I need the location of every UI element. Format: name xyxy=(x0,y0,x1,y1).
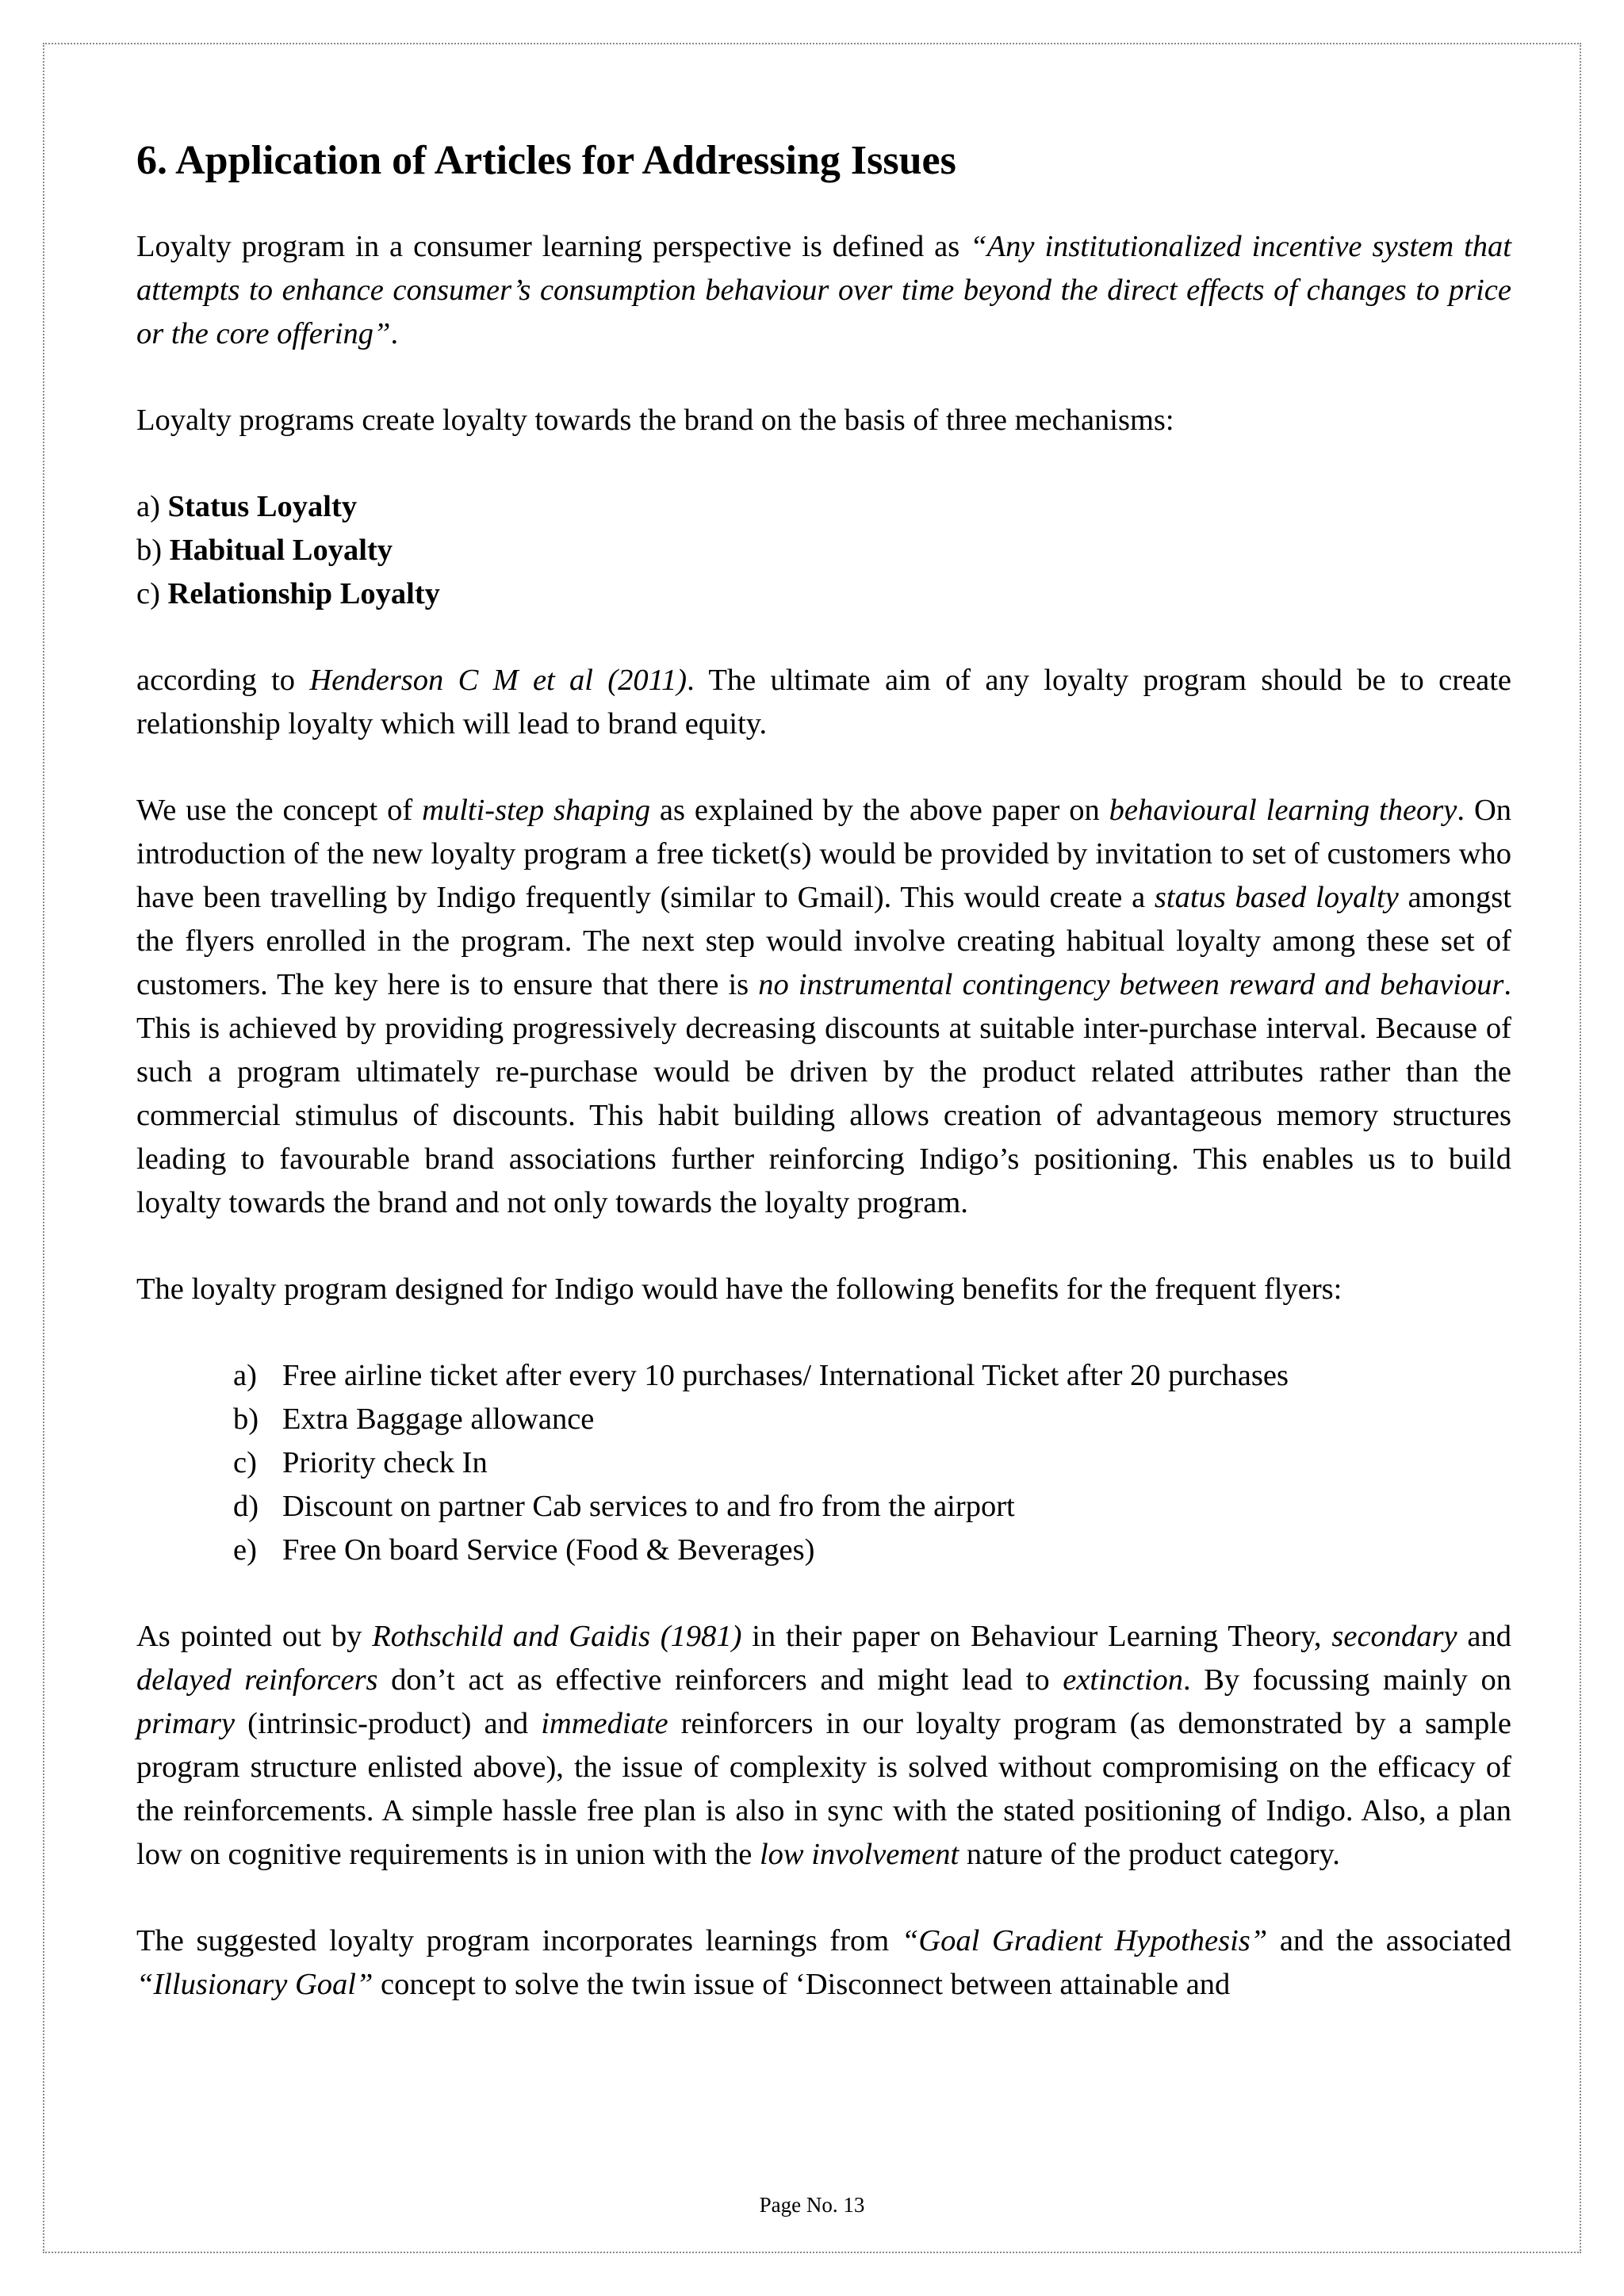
mechanism-label: Habitual Loyalty xyxy=(169,534,393,567)
emphasis: extinction xyxy=(1063,1663,1184,1697)
text-run: reinforcers in our loyalty program (as demonstrated by a sample program structure enlisted above), the issue of complexity is solved without compromising on the efficacy of the reinforcements. A simple hassle free plan is also in sync with the stated positioning of Indigo. Also, a plan low on cognitive requirements is in union with the xyxy=(136,1707,1511,1871)
list-item xyxy=(233,1485,1511,1529)
emphasis: “Goal Gradient Hypothesis” xyxy=(901,1924,1268,1957)
emphasis: multi-step shaping xyxy=(422,794,650,827)
list-marker: b) xyxy=(136,534,170,567)
benefits-intro: The loyalty program designed for Indigo would have the following benefits for the frequent flyers: xyxy=(136,1272,1342,1306)
list-marker: a) xyxy=(233,1359,257,1392)
emphasis: immediate xyxy=(541,1707,668,1740)
list-item xyxy=(233,1529,1511,1572)
goal-gradient-paragraph xyxy=(136,1919,1511,2007)
definition-quote: “Any institutionalized incentive system that attempts to enhance consumer’s consumption behaviour over time beyond the direct effects of changes to price or the core offering” xyxy=(136,230,1511,350)
text-run: and xyxy=(1457,1620,1512,1653)
text-run: amongst the flyers enrolled in the program. The next step would involve creating habitual loyalty among these set of customers. The key here is to ensure that there is xyxy=(136,881,1511,1001)
emphasis: behavioural learning theory xyxy=(1109,794,1457,827)
benefit-text: Priority check In xyxy=(282,1446,488,1479)
benefit-text: Discount on partner Cab services to and fro from the airport xyxy=(282,1490,1015,1523)
list-item xyxy=(233,1354,1511,1398)
text-run: nature of the product category. xyxy=(959,1838,1340,1871)
section-heading: 6. Application of Articles for Addressing Issues xyxy=(136,138,956,183)
list-marker: e) xyxy=(233,1533,257,1567)
text-run: don’t act as effective reinforcers and might lead to xyxy=(377,1663,1063,1697)
emphasis: delayed reinforcers xyxy=(136,1663,378,1697)
list-item xyxy=(233,1398,1511,1441)
list-marker: c) xyxy=(233,1446,257,1479)
mechanism-label: Relationship Loyalty xyxy=(167,577,440,610)
text-run: . By focussing mainly on xyxy=(1183,1663,1511,1697)
text-run: . On introduction of the new loyalty program a free ticket(s) would be provided by invitation to set of customers who have been travelling by Indigo frequently (similar to Gmail). This would create a xyxy=(136,794,1512,914)
henderson-paragraph xyxy=(136,659,1511,746)
mechanism-list xyxy=(136,485,1511,616)
benefit-text: Free airline ticket after every 10 purchases/ International Ticket after 20 purchases xyxy=(282,1359,1289,1392)
text-run: (intrinsic-product) and xyxy=(235,1707,542,1740)
text-run: The suggested loyalty program incorporates learnings from xyxy=(136,1924,902,1957)
definition-end: . xyxy=(390,317,399,350)
definition-paragraph xyxy=(136,225,1511,356)
definition-lead: Loyalty program in a consumer learning perspective is defined as xyxy=(136,230,971,263)
page-number: Page No. 13 xyxy=(759,2193,865,2217)
mechanism-label: Status Loyalty xyxy=(167,490,358,523)
text-run: according to xyxy=(136,664,310,697)
text-run: . The ultimate aim of any loyalty program should be to create relationship loyalty which will lead to brand equity. xyxy=(136,664,1511,740)
text-run: As pointed out by xyxy=(136,1620,373,1653)
list-marker: c) xyxy=(136,577,168,610)
benefits-list xyxy=(233,1354,1511,1572)
list-marker: a) xyxy=(136,490,168,523)
shaping-paragraph xyxy=(136,789,1511,1225)
list-item xyxy=(136,485,1511,529)
list-item xyxy=(136,529,1511,572)
benefit-text: Extra Baggage allowance xyxy=(282,1402,595,1436)
text-run: in their paper on Behaviour Learning Theory, xyxy=(741,1620,1332,1653)
citation: Rothschild and Gaidis (1981) xyxy=(372,1620,742,1653)
emphasis: “Illusionary Goal” xyxy=(136,1968,373,2001)
list-marker: d) xyxy=(233,1490,259,1523)
emphasis: no instrumental contingency between reward and behaviour xyxy=(758,968,1504,1001)
text-run: concept to solve the twin issue of ‘Disconnect between attainable and xyxy=(373,1968,1231,2001)
citation: Henderson C M et al (2011) xyxy=(309,664,688,697)
emphasis: primary xyxy=(136,1707,236,1740)
emphasis: low involvement xyxy=(759,1838,959,1871)
mechanisms-intro: Loyalty programs create loyalty towards the brand on the basis of three mechanisms: xyxy=(136,404,1174,437)
text-run: We use the concept of xyxy=(136,794,423,827)
text-run: as explained by the above paper on xyxy=(649,794,1109,827)
text-run: and the associated xyxy=(1267,1924,1511,1957)
list-marker: b) xyxy=(233,1402,259,1436)
benefit-text: Free On board Service (Food & Beverages) xyxy=(282,1533,815,1567)
emphasis: status based loyalty xyxy=(1154,881,1399,914)
list-item xyxy=(233,1441,1511,1485)
document-body xyxy=(136,135,1511,2007)
emphasis: secondary xyxy=(1331,1620,1457,1653)
reinforcers-paragraph xyxy=(136,1615,1511,1877)
text-run: . This is achieved by providing progressively decreasing discounts at suitable inter-purchase interval. Because of such a program ultimately re-purchase would be driven by the product related attributes rather than the commercial stimulus of discounts. This habit building allows creation of advantageous memory structures leading to favourable brand associations further reinforcing Indigo’s positioning. This enables us to build loyalty towards the brand and not only towards the loyalty program. xyxy=(136,968,1511,1219)
list-item xyxy=(136,572,1511,616)
